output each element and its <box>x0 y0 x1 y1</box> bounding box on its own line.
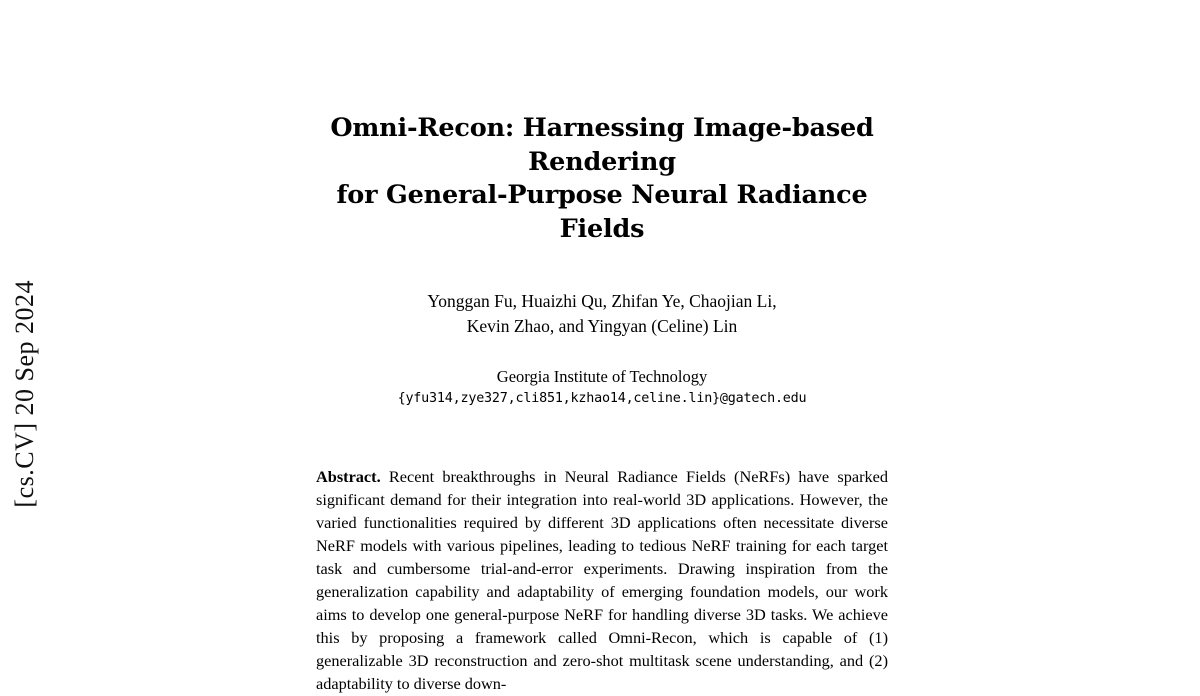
abstract-text: Recent breakthroughs in Neural Radiance Fields (NeRFs) have sparked significant demand for their integration into real-world 3D applications. However, the varied functionalities required by different 3D applications often necessitate diverse NeRF models with various pipelines, leading to tedious NeRF training for each target task and cumbersome trial-and-error experiments. Drawing inspiration from the generalization capability and adaptability of emerging foundation models, our work aims to develop one general-purpose NeRF for handling diverse 3D tasks. We achieve this by proposing a framework called Omni-Recon, which is capable of (1) generalizable 3D reconstruction and zero-shot multitask scene understanding, and (2) adaptability to diverse down- <box>316 467 888 694</box>
author-line-1: Yonggan Fu, Huaizhi Qu, Zhifan Ye, Chaojian Li, <box>427 290 777 311</box>
title-line-1: Omni-Recon: Harnessing Image-based Rendering <box>330 113 874 177</box>
author-emails: {yfu314,zye327,cli851,kzhao14,celine.lin}@gatech.edu <box>397 391 807 407</box>
author-list <box>316 289 888 340</box>
abstract-label: Abstract. <box>316 467 381 487</box>
page-title <box>316 112 888 247</box>
title-line-2: for General-Purpose Neural Radiance Fields <box>336 180 868 244</box>
arxiv-stamp: [cs.CV] 20 Sep 2024 <box>10 280 39 508</box>
affiliation: Georgia Institute of Technology <box>496 367 708 387</box>
author-line-2: Kevin Zhao, and Yingyan (Celine) Lin <box>466 316 738 336</box>
abstract-section <box>316 466 888 696</box>
paper-column <box>316 0 888 696</box>
